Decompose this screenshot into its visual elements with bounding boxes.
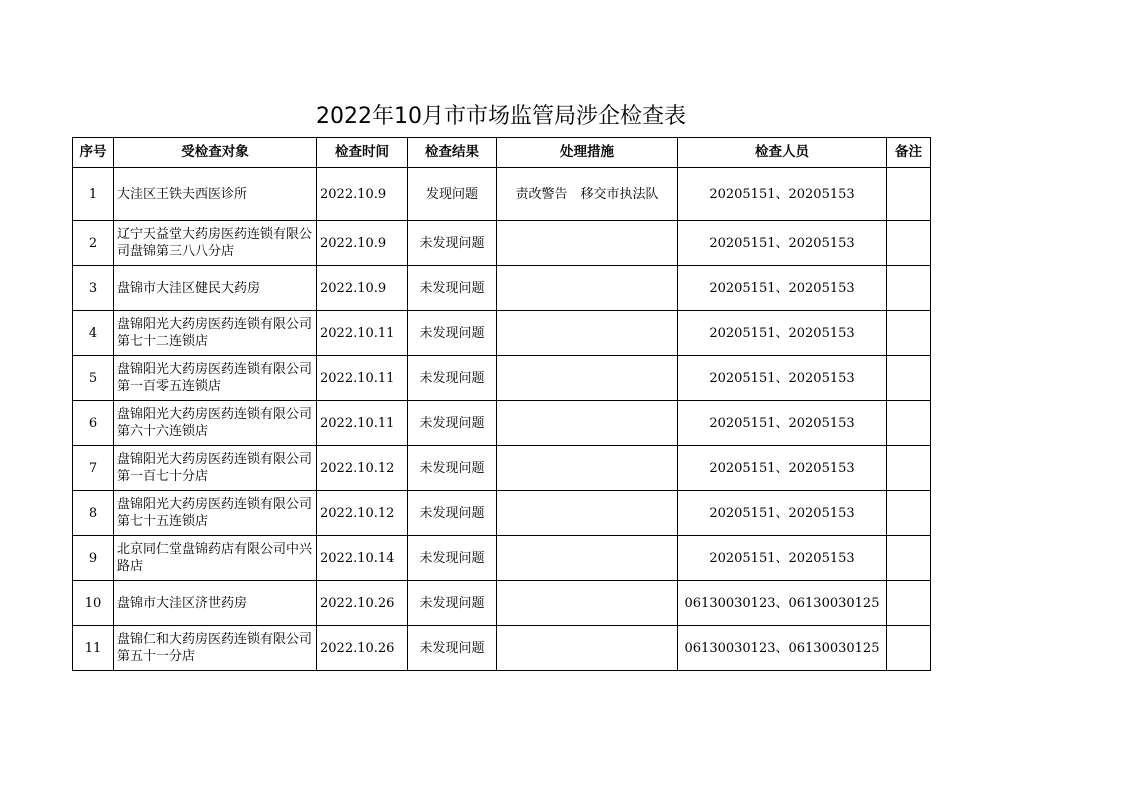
row-measure [497, 581, 678, 626]
row-date: 2022.10.12 [317, 446, 408, 491]
row-note [887, 446, 931, 491]
row-staff: 20205151、20205153 [678, 491, 887, 536]
row-target: 盘锦阳光大药房医药连锁有限公司第七十二连锁店 [114, 311, 317, 356]
header-date: 检查时间 [317, 138, 408, 168]
row-date: 2022.10.9 [317, 168, 408, 221]
row-target: 北京同仁堂盘锦药店有限公司中兴路店 [114, 536, 317, 581]
inspection-table [72, 137, 931, 671]
header-target: 受检查对象 [114, 138, 317, 168]
row-staff: 20205151、20205153 [678, 168, 887, 221]
row-date: 2022.10.14 [317, 536, 408, 581]
row-target: 盘锦阳光大药房医药连锁有限公司第一百零五连锁店 [114, 356, 317, 401]
row-date: 2022.10.26 [317, 581, 408, 626]
row-note [887, 401, 931, 446]
row-target: 盘锦阳光大药房医药连锁有限公司第一百七十分店 [114, 446, 317, 491]
row-measure [497, 446, 678, 491]
row-measure [497, 221, 678, 266]
table-row [73, 356, 931, 401]
row-target: 大洼区王铁夫西医诊所 [114, 168, 317, 221]
header-note: 备注 [887, 138, 931, 168]
header-index: 序号 [73, 138, 114, 168]
row-result: 未发现问题 [408, 221, 497, 266]
row-target: 盘锦阳光大药房医药连锁有限公司第六十六连锁店 [114, 401, 317, 446]
table-row [73, 266, 931, 311]
row-target: 盘锦市大洼区济世药房 [114, 581, 317, 626]
row-index: 4 [73, 311, 114, 356]
row-index: 7 [73, 446, 114, 491]
table-row [73, 536, 931, 581]
row-date: 2022.10.11 [317, 311, 408, 356]
row-note [887, 311, 931, 356]
row-measure [497, 491, 678, 536]
table-row [73, 491, 931, 536]
row-staff: 20205151、20205153 [678, 446, 887, 491]
row-measure [497, 626, 678, 671]
row-index: 1 [73, 168, 114, 221]
row-note [887, 626, 931, 671]
row-date: 2022.10.11 [317, 356, 408, 401]
table-row [73, 221, 931, 266]
row-target: 盘锦仁和大药房医药连锁有限公司第五十一分店 [114, 626, 317, 671]
row-measure [497, 356, 678, 401]
row-date: 2022.10.26 [317, 626, 408, 671]
row-note [887, 266, 931, 311]
row-target: 盘锦市大洼区健民大药房 [114, 266, 317, 311]
table-row [73, 168, 931, 221]
header-measure: 处理措施 [497, 138, 678, 168]
row-note [887, 491, 931, 536]
row-index: 8 [73, 491, 114, 536]
row-index: 3 [73, 266, 114, 311]
row-measure [497, 401, 678, 446]
row-date: 2022.10.9 [317, 266, 408, 311]
row-date: 2022.10.9 [317, 221, 408, 266]
row-measure [497, 266, 678, 311]
row-index: 10 [73, 581, 114, 626]
row-note [887, 221, 931, 266]
row-date: 2022.10.12 [317, 491, 408, 536]
row-note [887, 356, 931, 401]
table-row [73, 581, 931, 626]
row-result: 未发现问题 [408, 491, 497, 536]
row-measure [497, 536, 678, 581]
row-measure: 责改警告 移交市执法队 [497, 168, 678, 221]
row-staff: 20205151、20205153 [678, 401, 887, 446]
row-index: 5 [73, 356, 114, 401]
row-index: 6 [73, 401, 114, 446]
row-staff: 06130030123、06130030125 [678, 581, 887, 626]
row-result: 未发现问题 [408, 536, 497, 581]
row-result: 未发现问题 [408, 581, 497, 626]
row-staff: 20205151、20205153 [678, 311, 887, 356]
row-staff: 06130030123、06130030125 [678, 626, 887, 671]
header-staff: 检查人员 [678, 138, 887, 168]
row-index: 11 [73, 626, 114, 671]
row-target: 辽宁天益堂大药房医药连锁有限公司盘锦第三八八分店 [114, 221, 317, 266]
row-measure [497, 311, 678, 356]
row-note [887, 168, 931, 221]
row-staff: 20205151、20205153 [678, 356, 887, 401]
row-result: 未发现问题 [408, 356, 497, 401]
row-index: 2 [73, 221, 114, 266]
table-row [73, 626, 931, 671]
row-result: 未发现问题 [408, 446, 497, 491]
header-result: 检查结果 [408, 138, 497, 168]
table-row [73, 401, 931, 446]
page-title: 2022年10月市市场监管局涉企检查表 [316, 104, 686, 129]
row-note [887, 536, 931, 581]
row-staff: 20205151、20205153 [678, 536, 887, 581]
row-result: 未发现问题 [408, 626, 497, 671]
table-row [73, 311, 931, 356]
row-index: 9 [73, 536, 114, 581]
row-result: 未发现问题 [408, 266, 497, 311]
row-date: 2022.10.11 [317, 401, 408, 446]
row-note [887, 581, 931, 626]
row-staff: 20205151、20205153 [678, 266, 887, 311]
table-row [73, 446, 931, 491]
row-target: 盘锦阳光大药房医药连锁有限公司第七十五连锁店 [114, 491, 317, 536]
row-result: 发现问题 [408, 168, 497, 221]
row-staff: 20205151、20205153 [678, 221, 887, 266]
row-result: 未发现问题 [408, 401, 497, 446]
table-header-row [73, 138, 931, 168]
row-result: 未发现问题 [408, 311, 497, 356]
